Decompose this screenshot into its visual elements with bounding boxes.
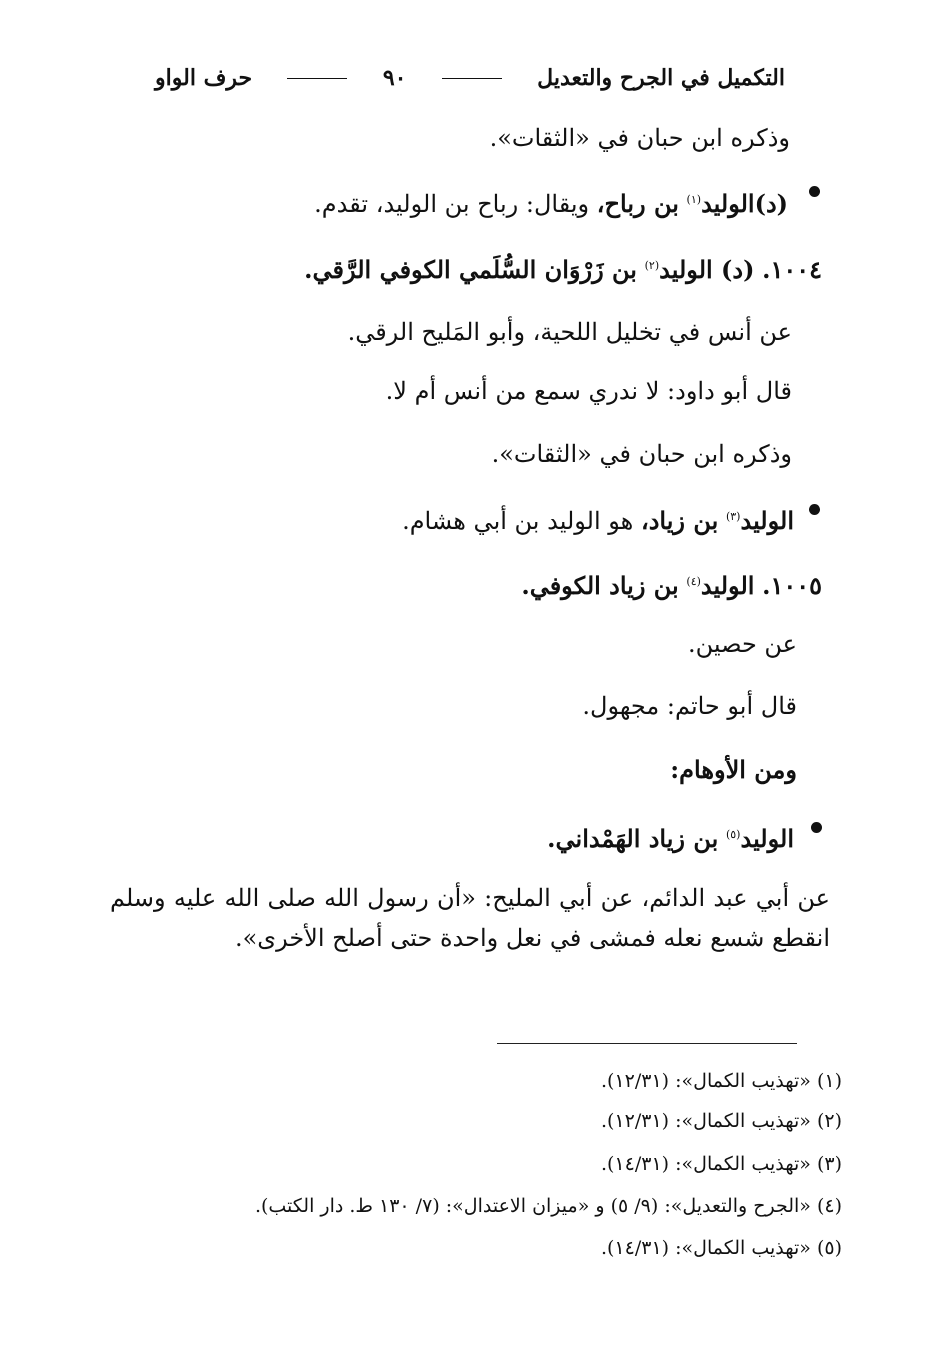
- entry-bullet: [809, 504, 820, 515]
- text-line: قال أبو حاتم: مجهول.: [582, 692, 797, 720]
- section-title: حرف الواو: [155, 65, 253, 91]
- narrator-name: الوليد: [740, 824, 794, 853]
- footnote: (٢) «تهذيب الكمال»: (١٢/٣١).: [600, 1110, 842, 1132]
- entry-number: ١٠٠٤.: [762, 255, 822, 284]
- entry-heading: [304, 246, 822, 290]
- footnote-ref: (٢): [644, 259, 660, 272]
- footnote-ref: (٤): [686, 575, 701, 588]
- footnote: (٤) «الجرح والتعديل»: (٩/ ٥) و «ميزان الاعتدال»: (٧/ ١٣٠ ط. دار الكتب).: [254, 1195, 842, 1217]
- narrator-name-rest: بن زياد،: [640, 506, 719, 535]
- footnote-ref: (٥): [725, 828, 741, 841]
- running-header: [155, 58, 785, 98]
- entry-number: ١٠٠٥.: [762, 571, 822, 600]
- text-line: قال أبو داود: لا ندري سمع من أنس أم لا.: [385, 377, 792, 405]
- footnote-ref: (٣): [725, 510, 741, 523]
- page-number: ٩٠: [382, 65, 407, 91]
- narrator-name-rest: بن زَرْوَان السُّلَمي الكوفي الرَّقي.: [304, 255, 637, 284]
- entry-text: ويقال: رباح بن الوليد، تقدم.: [314, 190, 590, 218]
- narrator-name: الوليد: [740, 506, 794, 535]
- entry-heading: [521, 562, 822, 606]
- entry-line: [314, 180, 788, 224]
- entry-line: [402, 497, 794, 541]
- narrator-name-rest: بن زياد الهَمْداني.: [547, 824, 719, 853]
- narrator-name: (د) الوليد: [659, 255, 755, 284]
- paragraph: عن أبي عبد الدائم، عن أبي المليح: «أن رسول الله صلى الله عليه وسلم انقطع شسع نعله فمشى في نعل واحدة حتى أصلح الأخرى».: [110, 884, 830, 952]
- book-title: التكميل في الجرح والتعديل: [537, 65, 785, 91]
- section-heading: ومن الأوهام:: [670, 755, 797, 784]
- footnote: (٥) «تهذيب الكمال»: (١٤/٣١).: [600, 1237, 842, 1259]
- entry-text: هو الوليد بن أبي هشام.: [402, 507, 634, 535]
- footnote: (٣) «تهذيب الكمال»: (١٤/٣١).: [600, 1153, 842, 1175]
- narrator-name-rest: بن زياد الكوفي.: [521, 571, 679, 600]
- narrator-name: (د)الوليد: [701, 189, 788, 218]
- footnote-divider: [497, 1043, 797, 1044]
- text-line: وذكره ابن حبان في «الثقات».: [489, 124, 790, 152]
- text-line: عن حصين.: [687, 630, 797, 658]
- narrator-name: الوليد: [700, 571, 755, 600]
- entry-bullet: [809, 186, 820, 197]
- narrator-name-rest: بن رباح،: [596, 189, 679, 218]
- text-line: وذكره ابن حبان في «الثقات».: [491, 440, 792, 468]
- text-line: عن أنس في تخليل اللحية، وأبو المَليح الرقي.: [347, 318, 792, 346]
- entry-line: [547, 815, 794, 859]
- header-dash: [287, 78, 347, 79]
- footnote-ref: (١): [686, 193, 702, 206]
- footnote: (١) «تهذيب الكمال»: (١٢/٣١).: [600, 1070, 842, 1092]
- header-dash: [442, 78, 502, 79]
- entry-bullet: [811, 822, 822, 833]
